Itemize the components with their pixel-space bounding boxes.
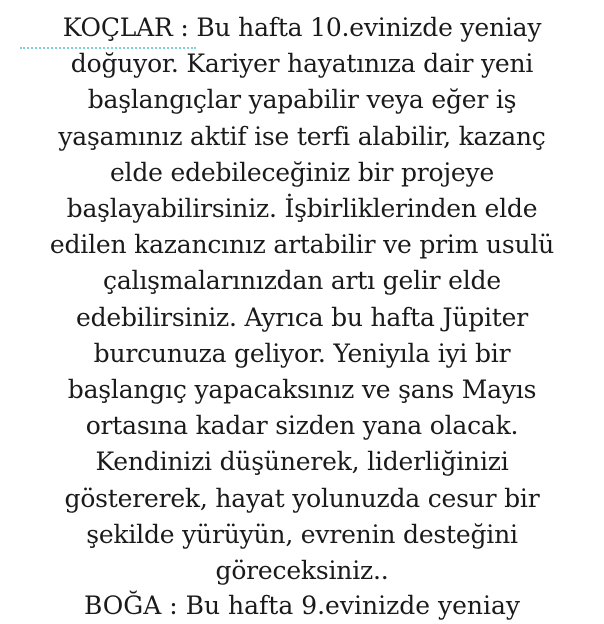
text-line: göreceksiniz..: [215, 556, 389, 586]
cutoff-next-line: [0, 588, 604, 620]
text-line: çalışmalarınızdan artı gelir elde: [103, 266, 501, 296]
text-line: başlangıçlar yapabilir veya eğer iş: [87, 85, 517, 115]
text-line: edilen kazancınız artabilir ve prim usulü: [49, 230, 555, 260]
text-line: başlangıç yapacaksınız ve şans Mayıs: [67, 375, 537, 405]
text-line: Kendinizi düşünerek, liderliğinizi: [95, 447, 509, 477]
text-line: göstererek, hayat yolunuzda cesur bir: [64, 483, 540, 513]
text-line: ortasına kadar sizden yana olacak.: [85, 411, 519, 441]
text-line: KOÇLAR : Bu hafta 10.evinizde yeniay: [62, 13, 542, 42]
text-line: edebilirsiniz. Ayrıca bu hafta Jüpiter: [75, 302, 528, 332]
cutoff-text: BOĞA : Bu hafta 9.evinizde yeniay: [83, 591, 521, 620]
text-line: yaşamınız aktif ise terfi alabilir, kazanç: [58, 121, 546, 151]
horoscope-text: [0, 10, 604, 589]
heading-dotted-underline: [20, 47, 196, 49]
text-line: şekilde yürüyün, evrenin desteğini: [86, 519, 518, 549]
text-line: başlayabilirsiniz. İşbirliklerinden elde: [66, 194, 538, 224]
text-line: doğuyor. Kariyer hayatınıza dair yeni: [70, 49, 534, 79]
text-line: elde edebileceğiniz bir projeye: [109, 157, 495, 187]
text-line: burcunuza geliyor. Yeniyıla iyi bir: [93, 338, 511, 368]
